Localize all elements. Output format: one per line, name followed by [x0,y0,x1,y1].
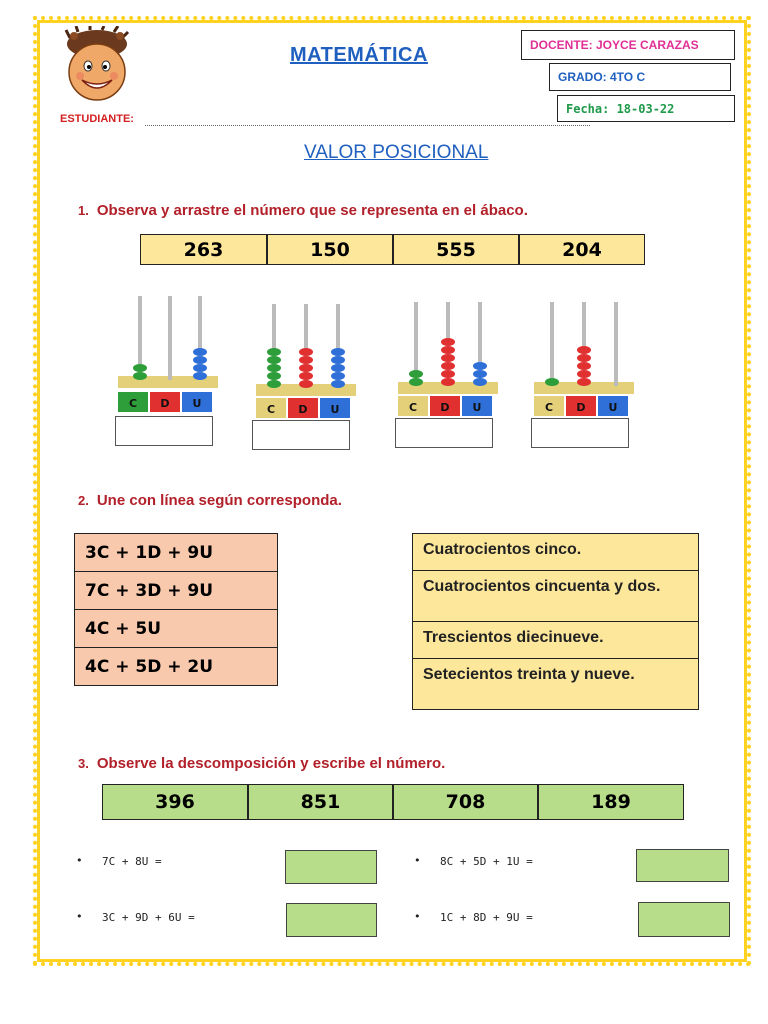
abacus-answer-box[interactable] [395,418,493,448]
answer-box[interactable] [636,849,729,882]
student-name-line[interactable] [145,125,590,126]
draggable-number[interactable]: 189 [538,784,684,820]
teacher-field: DOCENTE: JOYCE CARAZAS [521,30,735,60]
q1-number-bank [140,234,645,265]
svg-text:D: D [160,397,170,410]
date-field: Fecha: 18-03-22 [557,95,735,122]
match-left-item[interactable]: 4C + 5U [75,610,277,648]
svg-text:U: U [472,401,482,414]
svg-text:U: U [192,397,202,410]
abacus-3 [394,298,506,422]
decomposition-item: • 3C + 9D + 6U = [102,911,195,924]
draggable-number[interactable]: 263 [140,234,267,265]
question-text: Observe la descomposición y escribe el número. [96,755,446,772]
question-number: 2. [78,493,89,508]
match-right-item[interactable]: Cuatrocientos cinco. [413,534,698,571]
answer-box[interactable] [638,902,730,937]
decomposition-item: • 1C + 8D + 9U = [440,911,533,924]
grade-field: GRADO: 4TO C [549,63,731,91]
svg-text:C: C [128,397,138,410]
question-number: 3. [78,756,89,771]
svg-text:U: U [608,401,618,414]
question-3 [78,755,445,772]
abacus-1 [114,292,226,416]
draggable-number[interactable]: 150 [267,234,393,265]
svg-text:C: C [544,401,554,414]
abacus-2 [252,300,364,424]
section-subtitle: VALOR POSICIONAL [304,142,489,163]
question-text: Une con línea según corresponda. [96,492,342,509]
abacus-answer-box[interactable] [115,416,213,446]
decomposition-column [74,533,278,686]
page-title: MATEMÁTICA [290,44,428,66]
match-right-item[interactable]: Cuatrocientos cincuenta y dos. [413,571,698,622]
q3-number-bank [102,784,684,820]
svg-text:C: C [408,401,418,414]
draggable-number[interactable]: 204 [519,234,645,265]
match-right-item[interactable]: Setecientos treinta y nueve. [413,659,698,709]
draggable-number[interactable]: 851 [248,784,393,820]
svg-text:C: C [266,403,276,416]
abacus-4 [530,298,642,422]
question-number: 1. [78,203,89,218]
svg-text:U: U [330,403,340,416]
decomposition-item: • 7C + 8U = [102,855,162,868]
question-text: Observa y arrastre el número que se representa en el ábaco. [96,202,528,219]
abacus-answer-box[interactable] [252,420,350,450]
words-column [412,533,699,710]
draggable-number[interactable]: 396 [102,784,248,820]
student-label: ESTUDIANTE: [60,113,134,125]
svg-text:D: D [298,403,308,416]
abacus-answer-box[interactable] [531,418,629,448]
decomposition-item: • 8C + 5D + 1U = [440,855,533,868]
svg-text:D: D [440,401,450,414]
svg-text:D: D [576,401,586,414]
match-right-item[interactable]: Trescientos diecinueve. [413,622,698,659]
match-left-item[interactable]: 7C + 3D + 9U [75,572,277,610]
match-left-item[interactable]: 4C + 5D + 2U [75,648,277,685]
answer-box[interactable] [286,903,377,937]
child-face-icon [62,26,132,106]
draggable-number[interactable]: 555 [393,234,519,265]
answer-box[interactable] [285,850,377,884]
question-2 [78,492,342,509]
question-1 [78,202,528,219]
draggable-number[interactable]: 708 [393,784,538,820]
match-left-item[interactable]: 3C + 1D + 9U [75,534,277,572]
